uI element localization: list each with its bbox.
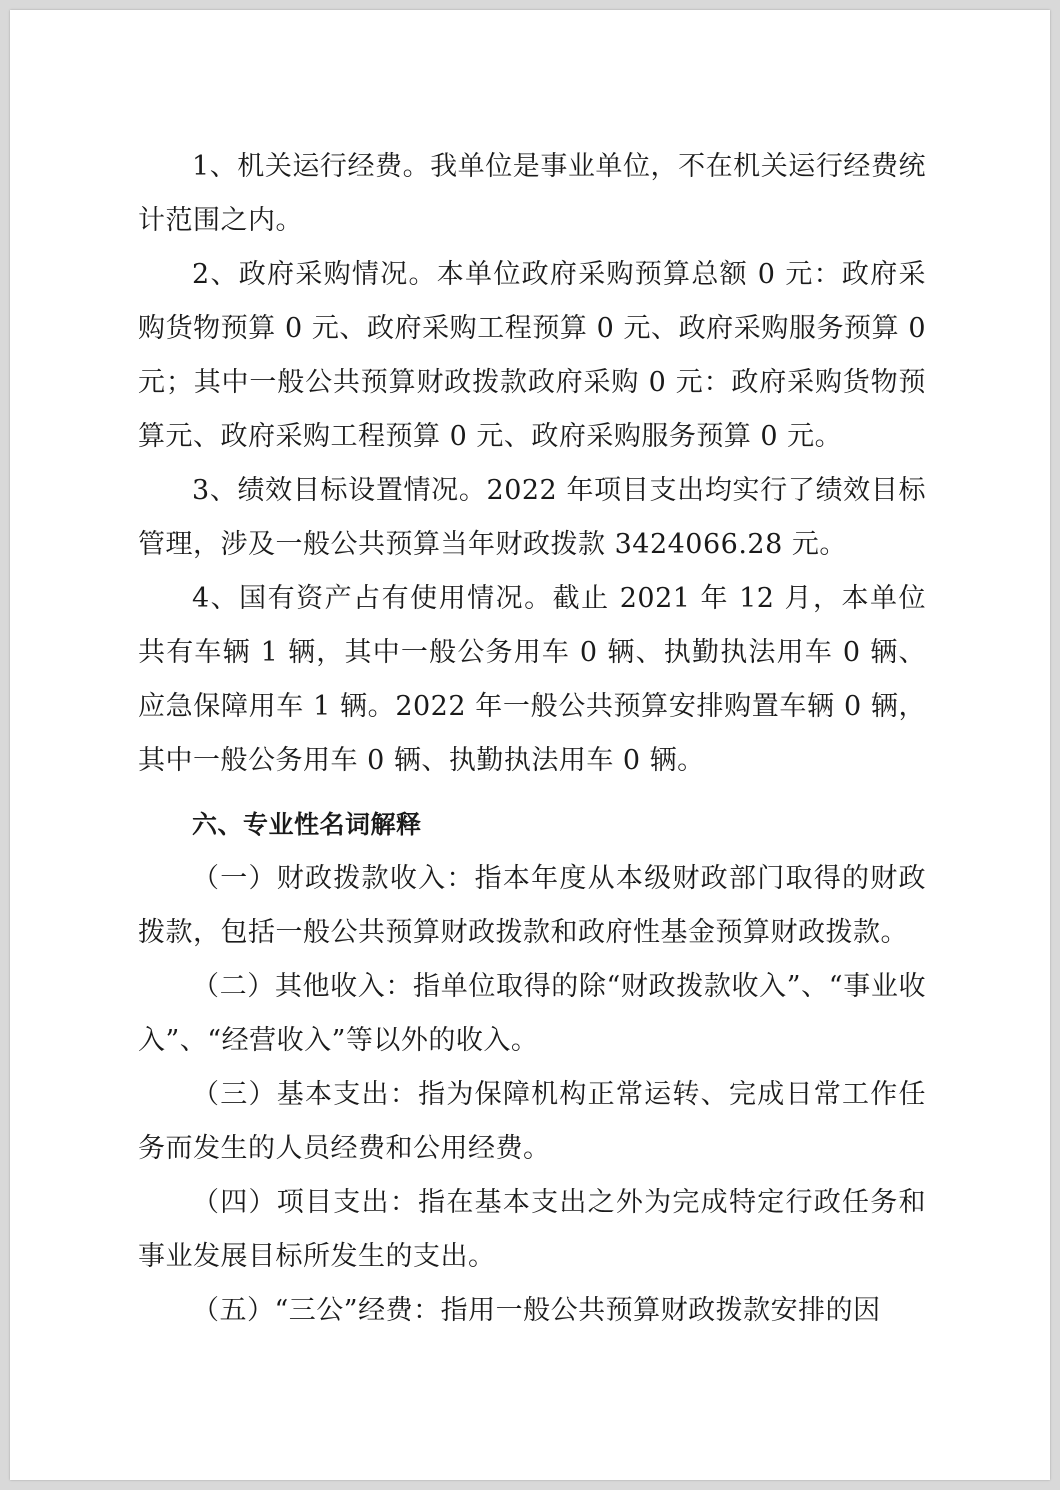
paragraph-government-procurement: 2、政府采购情况。本单位政府采购预算总额 0 元：政府采购货物预算 0 元、政府采购工程预算 0 元、政府采购服务预算 0 元；其中一般公共预算财政拨款政府采购 0 元：政府采购货物预算元、政府采购工程预算 0 元、政府采购服务预算 0 元。 xyxy=(138,259,926,452)
paragraph-operating-expenses: 1、机关运行经费。我单位是事业单位，不在机关运行经费统计范围之内。 xyxy=(138,151,926,236)
paragraph-project-expenditure: （四）项目支出：指在基本支出之外为完成特定行政任务和事业发展目标所发生的支出。 xyxy=(138,1187,926,1272)
paragraph-performance-targets: 3、绩效目标设置情况。2022 年项目支出均实行了绩效目标管理，涉及一般公共预算当年财政拨款 3424066.28 元。 xyxy=(138,475,926,560)
document-page xyxy=(10,10,1050,1480)
paragraph-other-income: （二）其他收入：指单位取得的除“财政拨款收入”、“事业收入”、“经营收入”等以外的收入。 xyxy=(138,971,926,1056)
paragraph-state-assets: 4、国有资产占有使用情况。截止 2021 年 12 月，本单位共有车辆 1 辆，其中一般公务用车 0 辆、执勤执法用车 0 辆、应急保障用车 1 辆。2022 年一般公共预算安排购置车辆 0 辆，其中一般公务用车 0 辆、执勤执法用车 0 辆。 xyxy=(138,583,926,776)
section-heading: 六、专业性名词解释 xyxy=(192,810,422,839)
paragraph-fiscal-appropriation-income: （一）财政拨款收入：指本年度从本级财政部门取得的财政拨款，包括一般公共预算财政拨款和政府性基金预算财政拨款。 xyxy=(138,863,926,948)
paragraph-three-public-expenses: （五）“三公”经费：指用一般公共预算财政拨款安排的因 xyxy=(192,1295,881,1326)
document-body xyxy=(138,140,926,1338)
paragraph-basic-expenditure: （三）基本支出：指为保障机构正常运转、完成日常工作任务而发生的人员经费和公用经费。 xyxy=(138,1079,926,1164)
